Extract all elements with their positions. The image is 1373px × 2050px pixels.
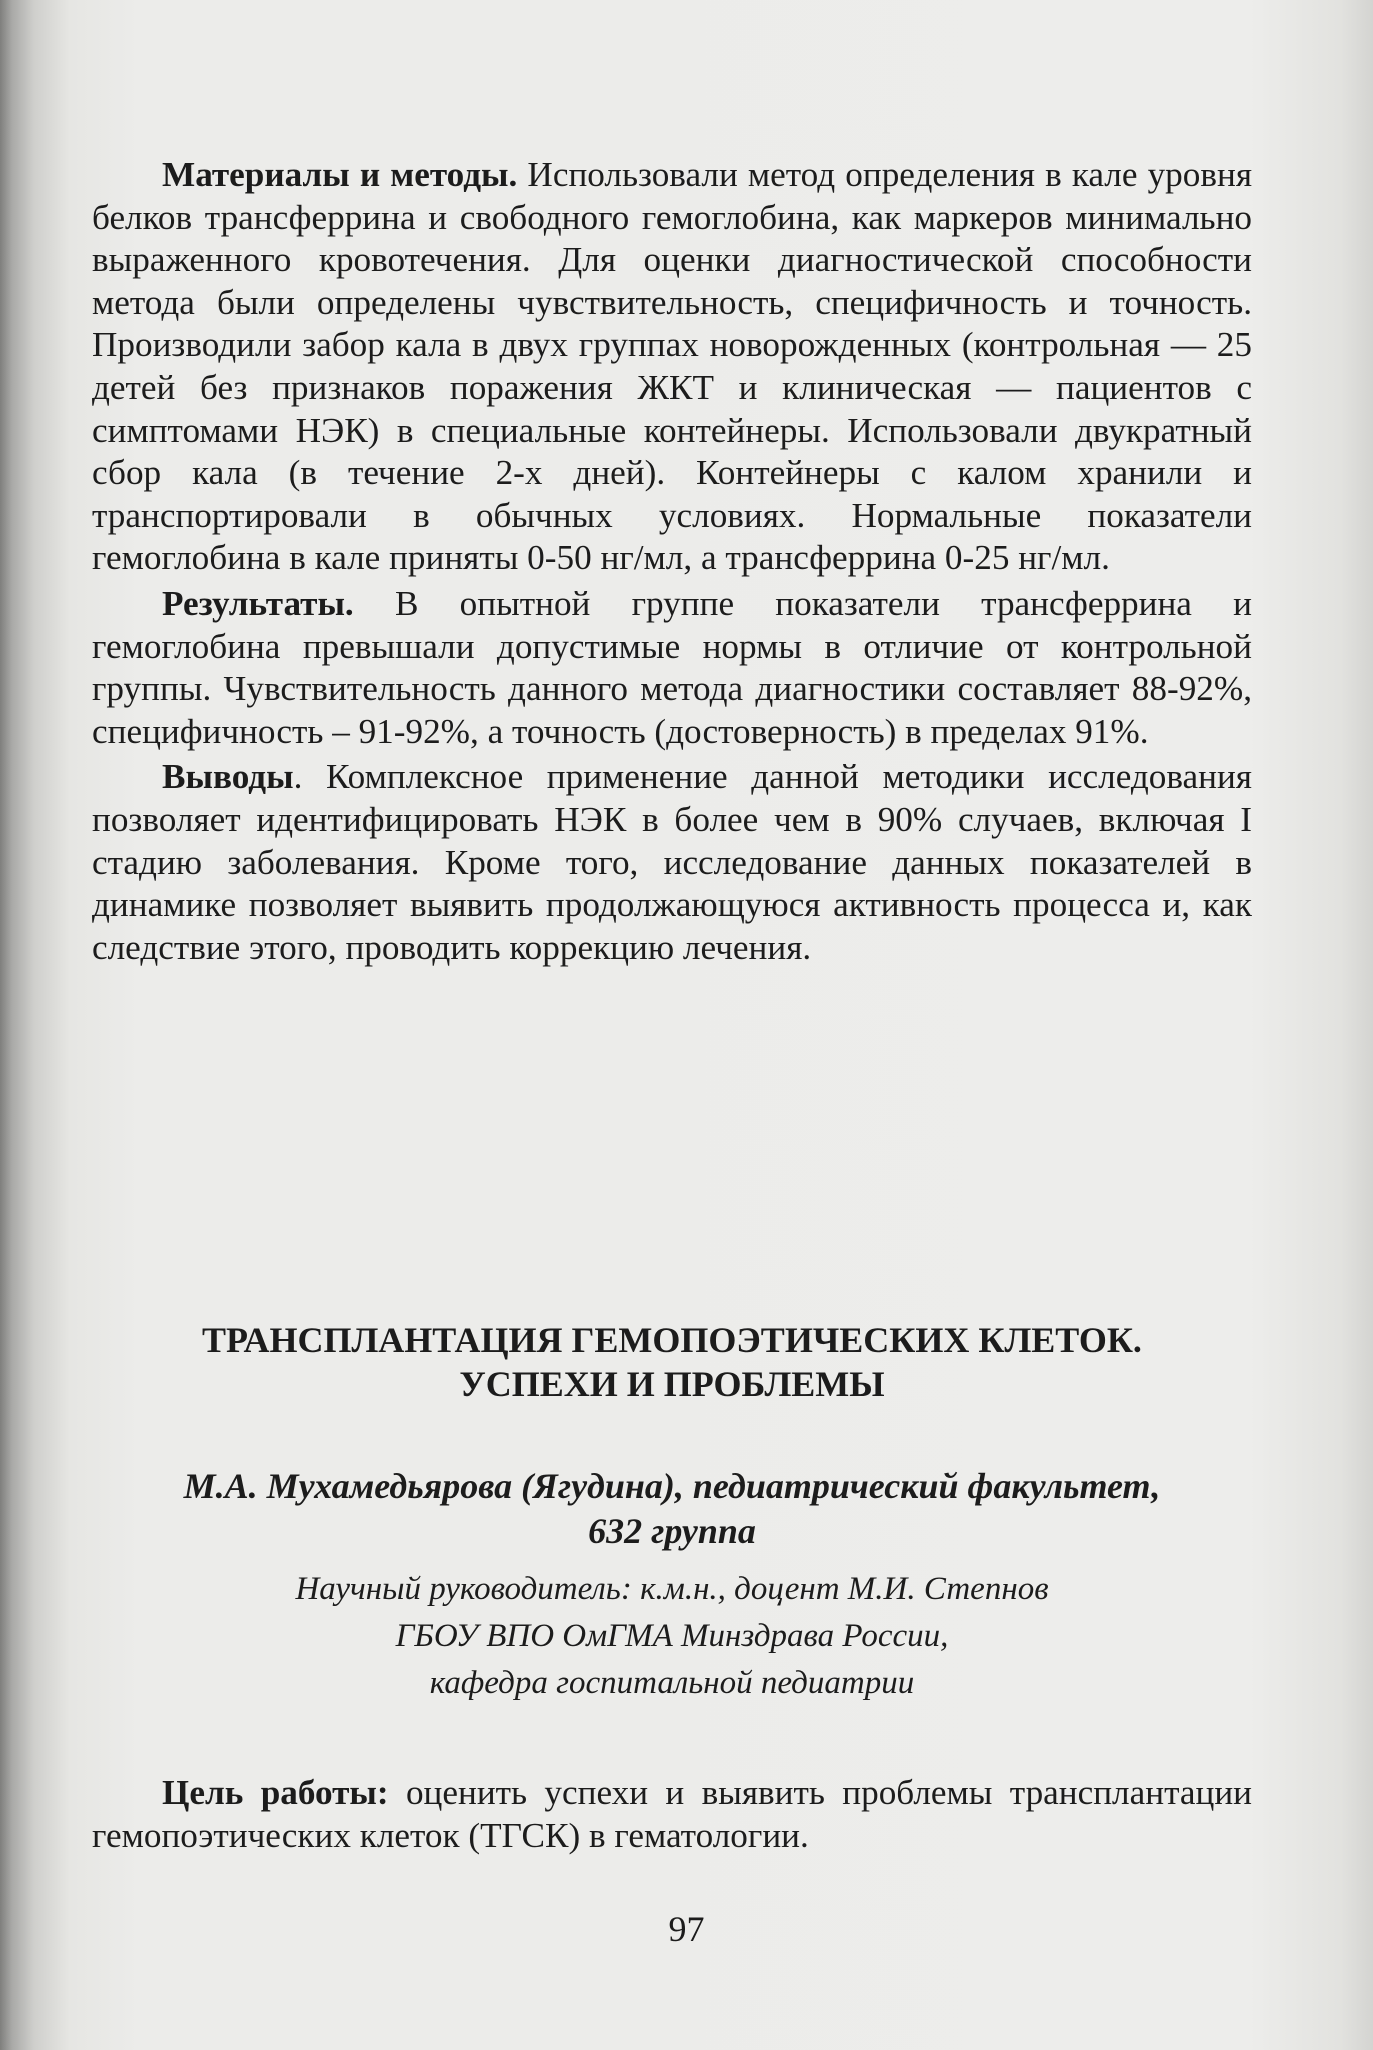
materials-paragraph: [92, 154, 1252, 580]
results-text: В опытной группе показатели трансферрина и гемоглобина превышали допустимые нормы в отличие от контрольной группы. Чувствительность данного метода диагностики составляет 88-92%, специфичность – 91-92%, а точность (достоверность) в пределах 91%.: [92, 583, 1252, 751]
title-line-1: ТРАНСПЛАНТАЦИЯ ГЕМОПОЭТИЧЕСКИХ КЛЕТОК.: [202, 1320, 1142, 1360]
conclusions-text: . Комплексное применение данной методики исследования позволяет идентифицировать НЭК в более чем в 90% случаев, включая I стадию заболевания. Кроме того, исследование данных показателей в динамике позволяет выявить продолжающуюся активность процесса и, как следствие этого, проводить коррекцию лечения.: [92, 757, 1252, 967]
author-line-2: 632 группа: [588, 1511, 756, 1551]
title-line-2: УСПЕХИ И ПРОБЛЕМЫ: [459, 1364, 885, 1404]
conclusions-heading: Выводы: [162, 757, 294, 797]
aim-text: оценить успехи и выявить проблемы трансплантации гемопоэтических клеток (ТГСК) в гематологии.: [92, 1773, 1252, 1855]
article-title: [92, 1318, 1252, 1406]
results-heading: Результаты.: [162, 583, 354, 623]
aim-heading: Цель работы:: [162, 1773, 389, 1812]
author-line-1: М.А. Мухамедьярова (Ягудина), педиатрический факультет,: [183, 1466, 1161, 1506]
aim-paragraph: [92, 1772, 1252, 1857]
materials-text: Использовали метод определения в кале уровня белков трансферрина и свободного гемоглобина, как маркеров минимально выраженного кровотечения. Для оценки диагностической способности метода были определены чувствительность, специфичность и точность. Производили забор кала в двух группах новорожденных (контрольная — 25 детей без признаков поражения ЖКТ и клиническая — пациентов с симптомами НЭК) в специальные контейнеры. Использовали двукратный сбор кала (в течение 2-х дней). Контейнеры с калом хранили и транспортировали в обычных условиях. Нормальные показатели гемоглобина в кале приняты 0-50 нг/мл, а трансферрина 0-25 нг/мл.: [92, 155, 1252, 578]
author-info: [92, 1464, 1252, 1554]
aim-block: [92, 1772, 1252, 1857]
supervisor-line-1: Научный руководитель: к.м.н., доцент М.И. Степнов: [295, 1571, 1049, 1607]
supervisor-line-2: ГБОУ ВПО ОмГМА Минздрава России,: [395, 1618, 949, 1654]
article-body: [92, 154, 1252, 969]
supervisor-info: [92, 1566, 1252, 1707]
conclusions-paragraph: [92, 756, 1252, 969]
materials-heading: Материалы и методы.: [162, 155, 518, 194]
supervisor-line-3: кафедра госпитальной педиатрии: [429, 1665, 915, 1701]
page-number: 97: [668, 1909, 705, 1949]
results-paragraph: [92, 583, 1252, 753]
